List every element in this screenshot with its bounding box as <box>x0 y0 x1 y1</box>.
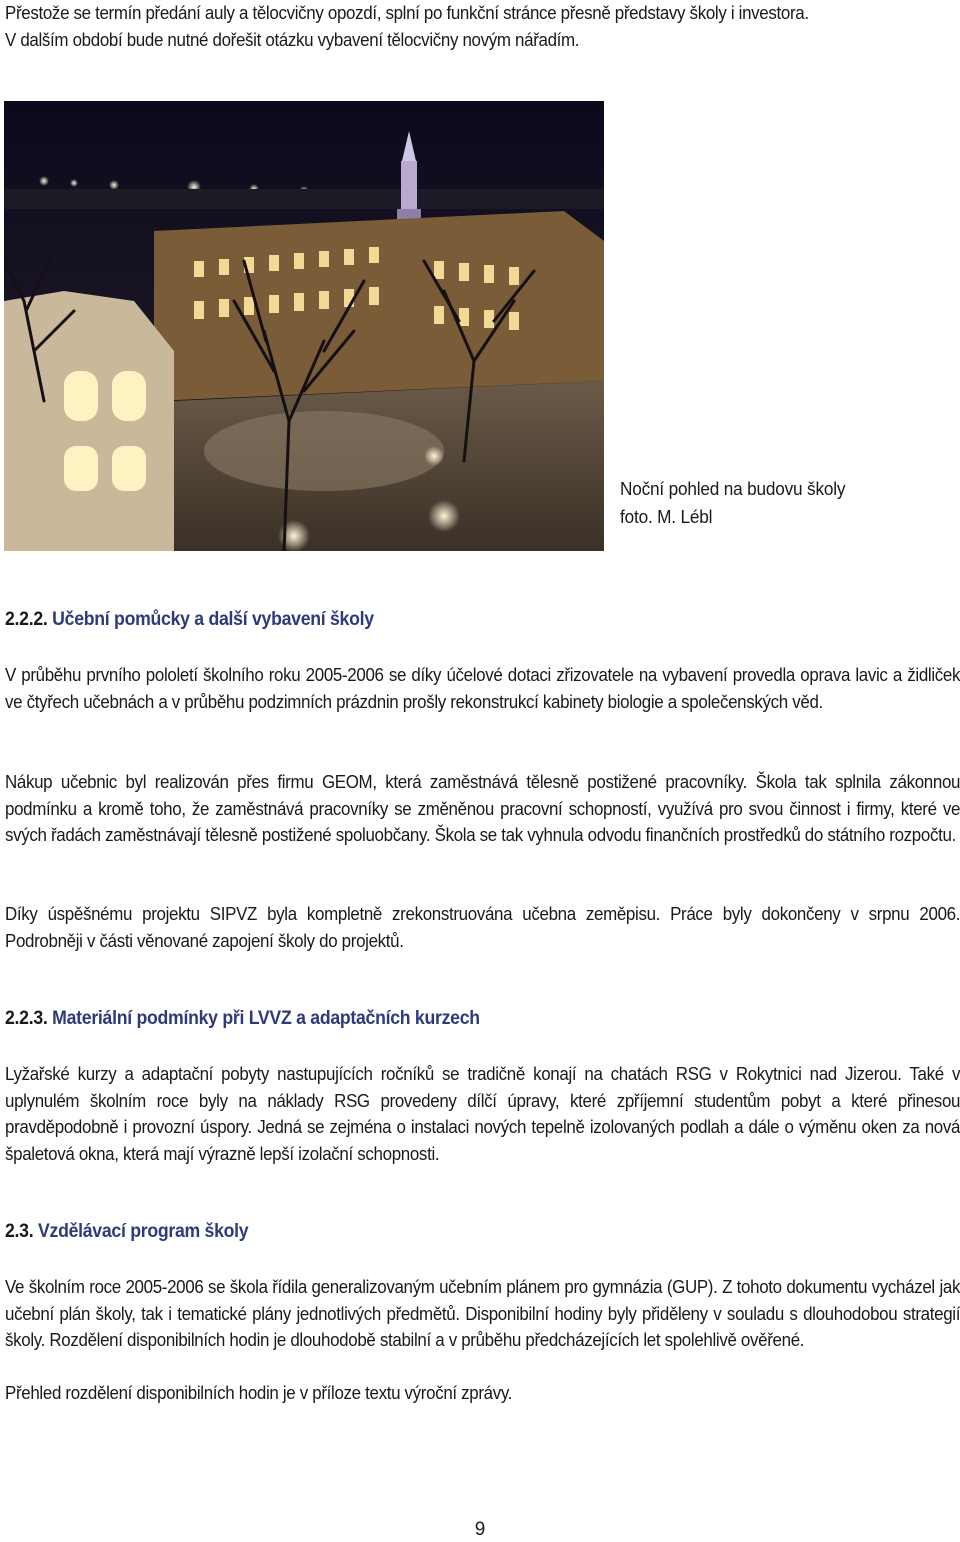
section-2-3-paragraph-1: Ve školním roce 2005-2006 se škola řídila generalizovaným učebním plánem pro gymnázia (GUP). Z tohoto dokumentu vycházel jak učební plán školy, tak i tematické plány jednotlivých předmětů. Disponibilní hodiny byly přiděleny v souladu s dlouhodobou strategií školy. Rozdělení disponibilních hodin je dlouhodobě stabilní a v průběhu předcházejících let spolehlivě ověřené. <box>5 1277 960 1350</box>
section-2-3-paragraph-2: Přehled rozdělení disponibilních hodin je v příloze textu výroční zprávy. <box>5 1383 513 1403</box>
intro-line-1: Přestože se termín předání auly a tělocvičny opozdí, splní po funkční stránce přesně představy školy i investora. <box>5 3 809 23</box>
section-2-2-2-paragraph-3: Díky úspěšnému projektu SIPVZ byla kompletně zrekonstruována učebna zeměpisu. Práce byly dokončeny v srpnu 2006. Podrobněji v části věnované zapojení školy do projektů. <box>5 904 960 951</box>
section-title: Materiální podmínky při LVVZ a adaptačních kurzech <box>52 1008 480 1029</box>
section-heading-2-3 <box>5 1221 248 1243</box>
photo-caption <box>620 475 845 531</box>
intro-line-2: V dalším období bude nutné dořešit otázku vybavení tělocvičny novým nářadím. <box>5 29 580 50</box>
photo-caption-title: Noční pohled na budovu školy <box>620 478 846 499</box>
section-heading-2-2-2 <box>5 609 374 631</box>
section-number: 2.2.3. <box>5 1008 48 1029</box>
intro-paragraph <box>5 0 960 53</box>
section-2-2-3-paragraph-1: Lyžařské kurzy a adaptační pobyty nastupujících ročníků se tradičně konají na chatách RSG v Rokytnici nad Jizerou. Také v uplynulém školním roce byly na náklady RSG provedeny dílčí úpravy, které zpříjemní studentům pobyt a které přinesou pravděpodobně i provozní úspory. Jedná se zejména o instalaci nových tepelně izolovaných podlah a dále o výměnu oken za nová špaletová okna, která mají výrazně lepší izolační schopnosti. <box>5 1064 960 1164</box>
photo-caption-credit: foto. M. Lébl <box>620 506 713 527</box>
section-heading-2-2-3 <box>5 1008 480 1030</box>
section-2-2-2-paragraph-2: Nákup učebnic byl realizován přes firmu GEOM, která zaměstnává tělesně postižené pracovníky. Škola tak splnila zákonnou podmínku a kromě toho, že zaměstnává pracovníky se změněnou pracovní schopností, využívá pro svou činnost i firmy, které ve svých řadách zaměstnávají tělesně postižené spoluobčany. Škola se tak vyhnula odvodu finančních prostředků do státního rozpočtu. <box>5 772 960 845</box>
section-number: 2.2.2. <box>5 609 48 630</box>
section-2-2-2-paragraph-1: V průběhu prvního pololetí školního roku 2005-2006 se díky účelové dotaci zřizovatele na vybavení provedla oprava lavic a židliček ve čtyřech učebnách a v průběhu podzimních prázdnin prošly rekonstrukcí kabinety biologie a společenských věd. <box>5 665 960 712</box>
section-title: Učební pomůcky a další vybavení školy <box>52 609 374 630</box>
page-number: 9 <box>474 1519 486 1540</box>
school-night-photo-illustration <box>4 101 604 551</box>
school-night-photo <box>4 101 604 551</box>
section-number: 2.3. <box>5 1221 34 1242</box>
section-title: Vzdělávací program školy <box>38 1221 249 1242</box>
